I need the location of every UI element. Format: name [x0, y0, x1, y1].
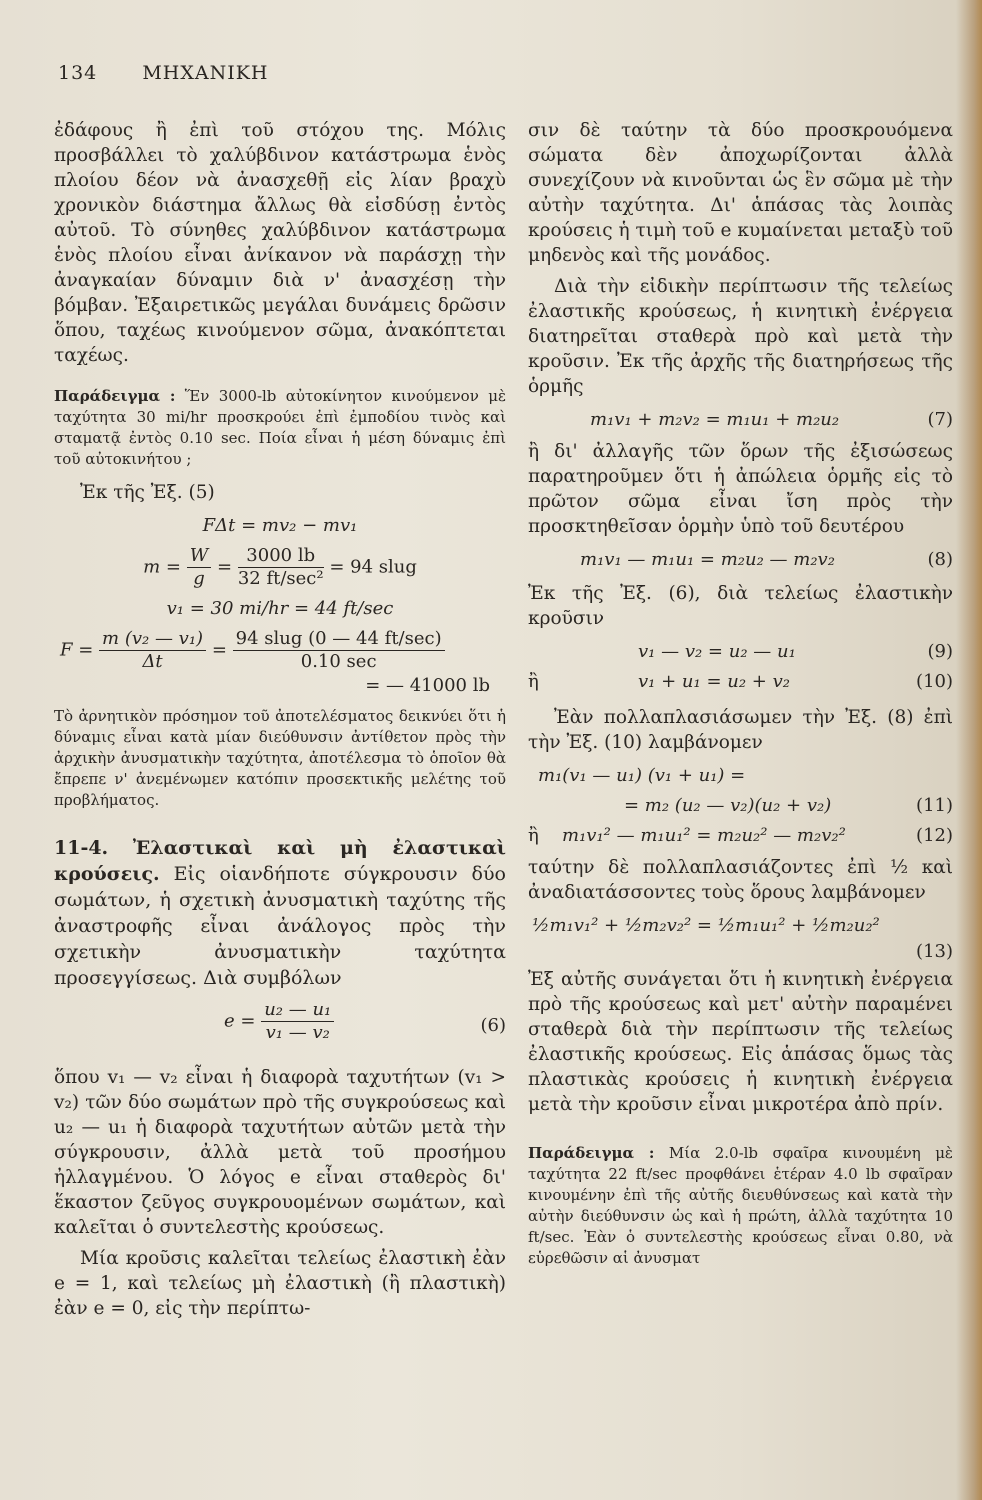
example2-text: Μία 2.0-lb σφαῖρα κινουμένη μὲ ταχύτητα 22 ft/sec προφθάνει ἑτέραν 4.0 lb σφαῖραν κινουμένην ἐπὶ τῆς αὐτῆς διευθύνσεως καὶ κατὰ τὴν αὐτὴν διεύθυνσιν ὡς καὶ ἡ πρώτη, ἀλλὰ ταχύτητα 10 ft/sec. Ἐὰν ὁ συντελεστὴς κρούσεως εἶναι 0.80, νὰ εὑρεθῶσιν αἱ ἀνυσματ	[528, 1144, 953, 1267]
force-fraction-2	[233, 628, 445, 673]
equation-10	[528, 667, 953, 697]
eq6-number: (6)	[480, 1015, 506, 1036]
from-equation: Ἐκ τῆς Ἐξ. (5)	[80, 482, 215, 503]
eq7-text: m₁v₁ + m₂v₂ = m₁u₁ + m₂u₂	[590, 409, 840, 430]
equation-11b	[528, 791, 953, 821]
force-result: = — 41000 lb	[365, 675, 490, 696]
equation-v1-text: v₁ = 30 mi/hr = 44 ft/sec	[166, 598, 394, 619]
eq12-number: (12)	[916, 825, 953, 846]
conclusion-paragraph: Ἐξ αὐτῆς συνάγεται ὅτι ἡ κινητικὴ ἐνέργεια πρὸ τῆς κρούσεως καὶ μετ' αὐτὴν παραμένει σταθερὰ διὰ τὴν περίπτωσιν τῆς τελείως ἐλαστικῆς κρούσεως. Εἰς ἁπάσας ὅμως τὰς πλαστικὰς κρούσεις ἡ κινητικὴ ἐνέργεια μετὰ τὴν κροῦσιν εἶναι μικροτέρα ἀπὸ πρίν.	[528, 969, 953, 1115]
eq10-text: v₁ + u₁ = u₂ + v₂	[638, 671, 790, 692]
force-frac2-denominator: 0.10 sec	[300, 651, 377, 672]
eq7-number: (7)	[927, 409, 953, 430]
force-lhs: F =	[60, 639, 94, 661]
mass-frac1-denominator: g	[193, 568, 205, 589]
equation-9	[528, 637, 953, 667]
page-header	[58, 62, 268, 84]
from-eq6-paragraph: Ἐκ τῆς Ἐξ. (6), διὰ τελείως ἐλαστικὴν κροῦσιν	[528, 583, 953, 629]
eq8-text: m₁v₁ — m₁u₁ = m₂u₂ — m₂v₂	[580, 549, 835, 570]
mass-frac2-denominator: 32 ft/sec²	[237, 568, 324, 589]
equation-11a	[528, 761, 953, 791]
example-label: Παράδειγμα :	[54, 387, 176, 405]
force-equals: =	[211, 639, 227, 661]
section-title: 11-4. Ἐλαστικαὶ καὶ μὴ ἐλαστικαὶ κρούσεις.	[54, 837, 506, 885]
eq9-number: (9)	[927, 641, 953, 662]
equation-8	[528, 545, 953, 575]
eq11-number: (11)	[916, 795, 953, 816]
special-case-paragraph: Διὰ τὴν εἰδικὴν περίπτωσιν τῆς τελείως ἐλαστικῆς κρούσεως, ἡ κινητικὴ ἐνέργεια διατηρεῖται σταθερὰ πρὸ καὶ μετὰ τὴν κροῦσιν. Ἐκ τῆς ἀρχῆς τῆς διατηρήσεως τῆς ὁρμῆς	[528, 276, 953, 397]
rearrange-paragraph: ἢ δι' ἀλλαγῆς τῶν ὅρων τῆς ἐξισώσεως παρατηροῦμεν ὅτι ἡ ἀπώλεια ὁρμῆς εἰς τὸ πρῶτον σῶμα εἶναι ἴση πρὸς τὴν προσκτηθεῖσαν ὁρμὴν ὑπὸ τοῦ δευτέρου	[528, 441, 953, 537]
eq11b-text: = m₂ (u₂ — v₂)(u₂ + v₂)	[624, 795, 832, 816]
equation-impulse	[54, 511, 506, 541]
multiply-paragraph: Ἐὰν πολλαπλασιάσωμεν τὴν Ἐξ. (8) ἐπὶ τὴν Ἐξ. (10) λαμβάνομεν	[528, 707, 953, 753]
equation-7	[528, 405, 953, 435]
eq6-denominator: v₁ — v₂	[265, 1022, 330, 1043]
example-text: Ἕν 3000-lb αὐτοκίνητον κινούμενον μὲ ταχύτητα 30 mi/hr προσκρούει ἐπὶ ἐμποδίου τινὸς καὶ σταματᾷ ἐντὸς 0.10 sec. Ποία εἶναι ἡ μέση δύναμις ἐπὶ τοῦ αὐτοκινήτου ;	[54, 387, 506, 468]
mass-equals: =	[216, 556, 233, 578]
eq10-number: (10)	[916, 671, 953, 692]
eq10-or: ἢ	[528, 671, 539, 692]
equation-6	[54, 999, 506, 1057]
equation-force	[60, 628, 506, 673]
right-column	[528, 118, 953, 1269]
page-number: 134	[58, 62, 98, 84]
eq12-or: ἢ	[528, 825, 539, 846]
equation-v1	[54, 594, 506, 624]
mass-frac2-numerator: 3000 lb	[238, 545, 324, 568]
example2-block	[528, 1143, 953, 1269]
force-frac2-numerator: 94 slug (0 — 44 ft/sec)	[233, 628, 445, 651]
mass-lhs: m =	[143, 556, 181, 578]
page-edge	[956, 0, 982, 1500]
example2-label: Παράδειγμα :	[528, 1144, 655, 1162]
equation-13	[528, 911, 953, 967]
eq9-text: v₁ — v₂ = u₂ — u₁	[638, 641, 796, 662]
eq11a-text: m₁(v₁ — u₁) (v₁ + u₁) =	[538, 765, 746, 786]
elastic-paragraph: Μία κροῦσις καλεῖται τελείως ἐλαστικὴ ἐὰν e = 1, καὶ τελείως μὴ ἐλαστικὴ (ἢ πλαστικὴ) ἐὰν e = 0, εἰς τὴν περίπτω-	[54, 1248, 506, 1319]
force-frac1-numerator: m (v₂ — v₁)	[99, 628, 206, 651]
force-frac1-denominator: Δt	[142, 651, 163, 672]
mass-fraction-2	[238, 545, 324, 590]
note-paragraph: Τὸ ἀρνητικὸν πρόσημον τοῦ ἀποτελέσματος δεικνύει ὅτι ἡ δύναμις εἶναι κατὰ μίαν διεύθυνσιν ἀντίθετον πρὸς τὴν ἀρχικὴν ἀνυσματικὴν ταχύτητα, ἀποτέλεσμα τὸ ὁποῖον θὰ ἔπρεπε ν' ἀνεμένωμεν κατόπιν προσεκτικῆς μελέτης τοῦ προβλήματος.	[54, 707, 506, 809]
eq6-lhs: e =	[224, 1010, 256, 1032]
section-text: Εἰς οἱανδήποτε σύγκρουσιν δύο σωμάτων, ἡ σχετικὴ ἀνυσματικὴ ταχύτης τῆς ἀναστροφῆς εἶναι ἀνάλογος πρὸς τὴν σχετικὴν ἀνυσματικὴν ταχύτητα προσεγγίσεως. Διὰ συμβόλων	[54, 863, 506, 989]
example-block	[54, 386, 506, 470]
equation-6-body	[224, 999, 334, 1044]
running-title: ΜΗΧΑΝΙΚΗ	[142, 62, 269, 84]
continuation-paragraph: σιν δὲ ταύτην τὰ δύο προσκρουόμενα σώματα δὲν ἀποχωρίζονται ἀλλὰ συνεχίζουν νὰ κινοῦνται ὡς ἓν σῶμα μὲ τὴν αὐτὴν ταχύτητα. Δι' ἁπάσας τὰς λοιπὰς κρούσεις ἡ τιμὴ τοῦ e κυμαίνεται μεταξὺ τοῦ μηδενὸς καὶ τῆς μονάδος.	[528, 120, 953, 266]
eq6-numerator: u₂ — u₁	[261, 999, 334, 1022]
left-column	[54, 118, 506, 1327]
force-fraction-1	[99, 628, 206, 673]
eq6-fraction	[261, 999, 334, 1044]
equation-impulse-text: FΔt = mv₂ − mv₁	[202, 515, 358, 536]
section-block	[54, 835, 506, 991]
equation-12	[528, 821, 953, 851]
equation-mass	[54, 545, 506, 590]
eq13-text: ½m₁v₁² + ½m₂v₂² = ½m₁u₁² + ½m₂u₂²	[532, 915, 880, 936]
eq12-text: m₁v₁² — m₁u₁² = m₂u₂² — m₂v₂²	[562, 825, 846, 846]
eq8-number: (8)	[927, 549, 953, 570]
mass-fraction-1	[187, 545, 212, 590]
mass-frac1-numerator: W	[187, 545, 212, 568]
intro-paragraph: ἐδάφους ἢ ἐπὶ τοῦ στόχου της. Μόλις προσβάλλει τὸ χαλύβδινον κατάστρωμα ἑνὸς πλοίου δέον νὰ ἀνασχεθῇ εἰς λίαν βραχὺ χρονικὸν διάστημα ἄλλως θὰ εἰσδύσῃ ἐντὸς αὐτοῦ. Τὸ σύνηθες χαλύβδινον κατάστρωμα ἑνὸς πλοίου εἶναι ἀνίκανον νὰ παράσχῃ τὴν ἀναγκαίαν δύναμιν διὰ ν' ἀνασχέσῃ τὴν βόμβαν. Ἐξαιρετικῶς μεγάλαι δυνάμεις δρῶσιν ὅπου, ταχέως κινούμενον σῶμα, ἀνακόπτεται ταχέως.	[54, 120, 506, 366]
eq13-number: (13)	[916, 941, 953, 962]
half-paragraph: ταύτην δὲ πολλαπλασιάζοντες ἐπὶ ½ καὶ ἀναδιατάσσοντες τοὺς ὅρους λαμβάνομεν	[528, 857, 953, 903]
mass-result: = 94 slug	[329, 556, 417, 578]
where-paragraph: ὅπου v₁ — v₂ εἶναι ἡ διαφορὰ ταχυτήτων (v₁ > v₂) τῶν δύο σωμάτων πρὸ τῆς συγκρούσεως καὶ u₂ — u₁ ἡ διαφορὰ ταχυτήτων αὐτῶν μετὰ τὴν σύγκρουσιν, ἀλλὰ μετὰ τοῦ προσήμου ἠλλαγμένου. Ὁ λόγος e εἶναι σταθερὸς δι' ἕκαστον ζεῦγος συγκρουομένων σωμάτων, καὶ καλεῖται ὁ συντελεστὴς κρούσεως.	[54, 1067, 506, 1238]
